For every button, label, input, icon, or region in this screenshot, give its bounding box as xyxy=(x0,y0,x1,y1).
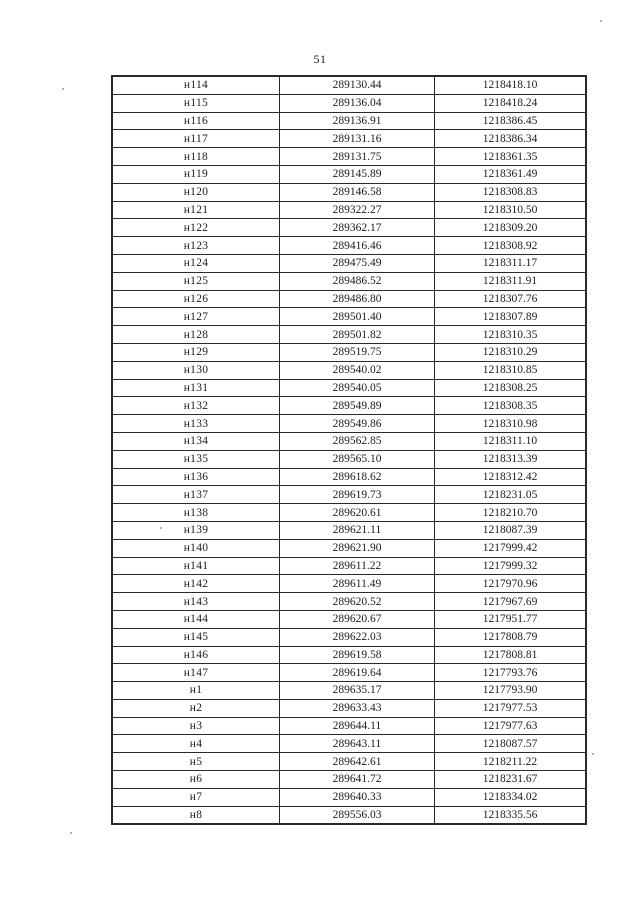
point-cell: н119 xyxy=(112,165,280,183)
point-cell: н123 xyxy=(112,237,280,255)
y-coordinate-cell: 1218210.70 xyxy=(435,504,587,522)
scan-speck xyxy=(600,20,602,22)
x-coordinate-cell: 289621.90 xyxy=(280,539,435,557)
point-cell: н127 xyxy=(112,308,280,326)
x-coordinate-cell: 289643.11 xyxy=(280,735,435,753)
x-coordinate-cell: 289486.52 xyxy=(280,272,435,290)
point-cell: н7 xyxy=(112,788,280,806)
point-cell: н1 xyxy=(112,682,280,700)
point-cell: н139 xyxy=(112,521,280,539)
x-coordinate-cell: 289622.03 xyxy=(280,628,435,646)
x-coordinate-cell: 289635.17 xyxy=(280,682,435,700)
point-cell: н145 xyxy=(112,628,280,646)
y-coordinate-cell: 1217808.81 xyxy=(435,646,587,664)
table-row xyxy=(112,183,586,201)
y-coordinate-cell: 1218418.24 xyxy=(435,94,587,112)
point-cell: н135 xyxy=(112,450,280,468)
x-coordinate-cell: 289501.40 xyxy=(280,308,435,326)
scan-speck xyxy=(70,832,72,834)
y-coordinate-cell: 1217977.63 xyxy=(435,717,587,735)
x-coordinate-cell: 289640.33 xyxy=(280,788,435,806)
table-row xyxy=(112,753,586,771)
table-row xyxy=(112,415,586,433)
x-coordinate-cell: 289565.10 xyxy=(280,450,435,468)
point-cell: н5 xyxy=(112,753,280,771)
y-coordinate-cell: 1218335.56 xyxy=(435,806,587,824)
y-coordinate-cell: 1218308.92 xyxy=(435,237,587,255)
point-cell: н143 xyxy=(112,593,280,611)
table-row xyxy=(112,468,586,486)
table-row xyxy=(112,148,586,166)
table-row xyxy=(112,593,586,611)
x-coordinate-cell: 289475.49 xyxy=(280,254,435,272)
x-coordinate-cell: 289322.27 xyxy=(280,201,435,219)
y-coordinate-cell: 1218087.39 xyxy=(435,521,587,539)
x-coordinate-cell: 289620.52 xyxy=(280,593,435,611)
y-coordinate-cell: 1218334.02 xyxy=(435,788,587,806)
point-cell: н147 xyxy=(112,664,280,682)
table-row xyxy=(112,343,586,361)
y-coordinate-cell: 1218308.83 xyxy=(435,183,587,201)
y-coordinate-cell: 1217951.77 xyxy=(435,610,587,628)
x-coordinate-cell: 289501.82 xyxy=(280,326,435,344)
x-coordinate-cell: 289618.62 xyxy=(280,468,435,486)
point-cell: н133 xyxy=(112,415,280,433)
point-cell: н121 xyxy=(112,201,280,219)
point-cell: н114 xyxy=(112,76,280,94)
x-coordinate-cell: 289611.22 xyxy=(280,557,435,575)
point-cell: н2 xyxy=(112,699,280,717)
y-coordinate-cell: 1218307.89 xyxy=(435,308,587,326)
y-coordinate-cell: 1218211.22 xyxy=(435,753,587,771)
table-row xyxy=(112,112,586,130)
point-cell: н124 xyxy=(112,254,280,272)
x-coordinate-cell: 289621.11 xyxy=(280,521,435,539)
x-coordinate-cell: 289540.02 xyxy=(280,361,435,379)
point-cell: н136 xyxy=(112,468,280,486)
y-coordinate-cell: 1217999.32 xyxy=(435,557,587,575)
table-row xyxy=(112,76,586,94)
x-coordinate-cell: 289641.72 xyxy=(280,771,435,789)
point-cell: н129 xyxy=(112,343,280,361)
x-coordinate-cell: 289131.75 xyxy=(280,148,435,166)
table-row xyxy=(112,254,586,272)
x-coordinate-cell: 289642.61 xyxy=(280,753,435,771)
x-coordinate-cell: 289562.85 xyxy=(280,432,435,450)
point-cell: н4 xyxy=(112,735,280,753)
y-coordinate-cell: 1218310.98 xyxy=(435,415,587,433)
x-coordinate-cell: 289519.75 xyxy=(280,343,435,361)
table-row xyxy=(112,326,586,344)
table-row xyxy=(112,504,586,522)
table-row xyxy=(112,717,586,735)
y-coordinate-cell: 1218310.50 xyxy=(435,201,587,219)
y-coordinate-cell: 1218231.05 xyxy=(435,486,587,504)
point-cell: н134 xyxy=(112,432,280,450)
x-coordinate-cell: 289620.61 xyxy=(280,504,435,522)
point-cell: н141 xyxy=(112,557,280,575)
x-coordinate-cell: 289619.73 xyxy=(280,486,435,504)
table-row xyxy=(112,308,586,326)
table-row xyxy=(112,771,586,789)
x-coordinate-cell: 289362.17 xyxy=(280,219,435,237)
y-coordinate-cell: 1218312.42 xyxy=(435,468,587,486)
table-row xyxy=(112,290,586,308)
table-row xyxy=(112,806,586,824)
y-coordinate-cell: 1217967.69 xyxy=(435,593,587,611)
y-coordinate-cell: 1218311.17 xyxy=(435,254,587,272)
y-coordinate-cell: 1218310.85 xyxy=(435,361,587,379)
y-coordinate-cell: 1217808.79 xyxy=(435,628,587,646)
table-row xyxy=(112,521,586,539)
x-coordinate-cell: 289611.49 xyxy=(280,575,435,593)
y-coordinate-cell: 1218310.35 xyxy=(435,326,587,344)
table-row xyxy=(112,575,586,593)
y-coordinate-cell: 1217793.90 xyxy=(435,682,587,700)
scan-speck xyxy=(62,88,64,90)
table-row xyxy=(112,610,586,628)
x-coordinate-cell: 289486.80 xyxy=(280,290,435,308)
point-cell: н118 xyxy=(112,148,280,166)
point-cell: н117 xyxy=(112,130,280,148)
y-coordinate-cell: 1217793.76 xyxy=(435,664,587,682)
table-row xyxy=(112,272,586,290)
point-cell: н126 xyxy=(112,290,280,308)
y-coordinate-cell: 1217970.96 xyxy=(435,575,587,593)
point-cell: н116 xyxy=(112,112,280,130)
y-coordinate-cell: 1218361.49 xyxy=(435,165,587,183)
point-cell: н115 xyxy=(112,94,280,112)
y-coordinate-cell: 1218309.20 xyxy=(435,219,587,237)
x-coordinate-cell: 289633.43 xyxy=(280,699,435,717)
y-coordinate-cell: 1218231.67 xyxy=(435,771,587,789)
y-coordinate-cell: 1218311.91 xyxy=(435,272,587,290)
x-coordinate-cell: 289136.04 xyxy=(280,94,435,112)
y-coordinate-cell: 1217999.42 xyxy=(435,539,587,557)
x-coordinate-cell: 289644.11 xyxy=(280,717,435,735)
point-cell: н142 xyxy=(112,575,280,593)
table-row xyxy=(112,646,586,664)
table-row xyxy=(112,682,586,700)
x-coordinate-cell: 289130.44 xyxy=(280,76,435,94)
y-coordinate-cell: 1217977.53 xyxy=(435,699,587,717)
table-row xyxy=(112,432,586,450)
x-coordinate-cell: 289131.16 xyxy=(280,130,435,148)
x-coordinate-cell: 289136.91 xyxy=(280,112,435,130)
coordinates-table-body xyxy=(112,76,586,824)
table-row xyxy=(112,557,586,575)
table-row xyxy=(112,165,586,183)
x-coordinate-cell: 289620.67 xyxy=(280,610,435,628)
table-row xyxy=(112,735,586,753)
y-coordinate-cell: 1218311.10 xyxy=(435,432,587,450)
point-cell: н138 xyxy=(112,504,280,522)
table-row xyxy=(112,788,586,806)
point-cell: н6 xyxy=(112,771,280,789)
scan-speck xyxy=(160,527,162,529)
y-coordinate-cell: 1218310.29 xyxy=(435,343,587,361)
page-number: 51 xyxy=(313,52,327,66)
x-coordinate-cell: 289619.64 xyxy=(280,664,435,682)
x-coordinate-cell: 289145.89 xyxy=(280,165,435,183)
x-coordinate-cell: 289619.58 xyxy=(280,646,435,664)
y-coordinate-cell: 1218418.10 xyxy=(435,76,587,94)
table-row xyxy=(112,699,586,717)
table-row xyxy=(112,628,586,646)
table-row xyxy=(112,379,586,397)
table-row xyxy=(112,486,586,504)
y-coordinate-cell: 1218308.35 xyxy=(435,397,587,415)
table-row xyxy=(112,361,586,379)
point-cell: н132 xyxy=(112,397,280,415)
y-coordinate-cell: 1218308.25 xyxy=(435,379,587,397)
point-cell: н130 xyxy=(112,361,280,379)
table-row xyxy=(112,94,586,112)
point-cell: н137 xyxy=(112,486,280,504)
y-coordinate-cell: 1218313.39 xyxy=(435,450,587,468)
point-cell: н122 xyxy=(112,219,280,237)
point-cell: н128 xyxy=(112,326,280,344)
table-row xyxy=(112,237,586,255)
point-cell: н120 xyxy=(112,183,280,201)
x-coordinate-cell: 289540.05 xyxy=(280,379,435,397)
x-coordinate-cell: 289549.86 xyxy=(280,415,435,433)
table-row xyxy=(112,450,586,468)
table-row xyxy=(112,201,586,219)
coordinates-table xyxy=(111,75,587,825)
y-coordinate-cell: 1218087.57 xyxy=(435,735,587,753)
y-coordinate-cell: 1218307.76 xyxy=(435,290,587,308)
table-row xyxy=(112,219,586,237)
table-row xyxy=(112,397,586,415)
scan-speck xyxy=(592,753,594,755)
point-cell: н140 xyxy=(112,539,280,557)
y-coordinate-cell: 1218386.45 xyxy=(435,112,587,130)
point-cell: н131 xyxy=(112,379,280,397)
table-row xyxy=(112,130,586,148)
point-cell: н125 xyxy=(112,272,280,290)
point-cell: н146 xyxy=(112,646,280,664)
x-coordinate-cell: 289549.89 xyxy=(280,397,435,415)
x-coordinate-cell: 289556.03 xyxy=(280,806,435,824)
point-cell: н144 xyxy=(112,610,280,628)
table-row xyxy=(112,664,586,682)
table-row xyxy=(112,539,586,557)
x-coordinate-cell: 289416.46 xyxy=(280,237,435,255)
y-coordinate-cell: 1218361.35 xyxy=(435,148,587,166)
x-coordinate-cell: 289146.58 xyxy=(280,183,435,201)
point-cell: н8 xyxy=(112,806,280,824)
point-cell: н3 xyxy=(112,717,280,735)
y-coordinate-cell: 1218386.34 xyxy=(435,130,587,148)
